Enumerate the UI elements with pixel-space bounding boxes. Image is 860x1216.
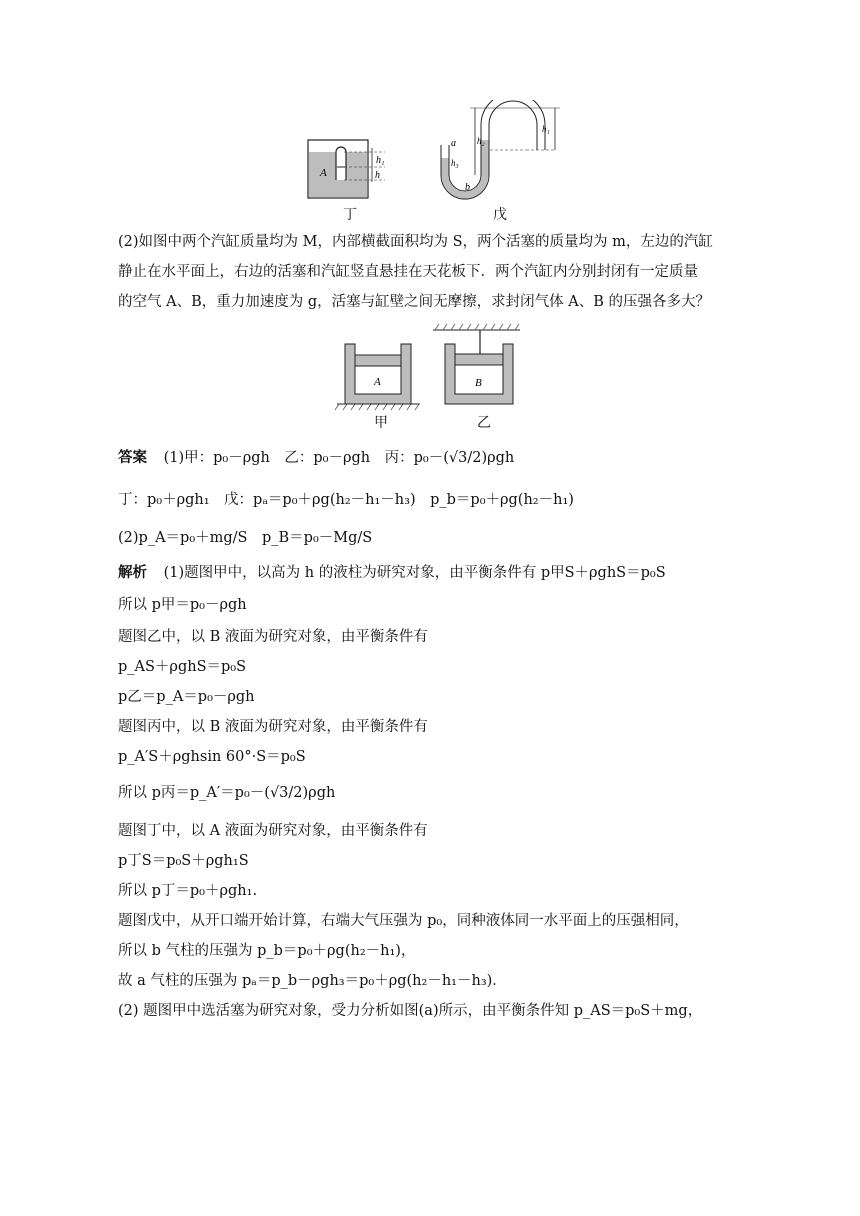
label-b: b — [465, 182, 470, 193]
answer-line-3: (2)p_A＝p₀＋mg/S p_B＝p₀－Mg/S — [118, 530, 373, 546]
analysis-line: 题图乙中，以 B 液面为研究对象，由平衡条件有 — [118, 629, 428, 645]
analysis-line-1: 解析 (1)题图甲中，以高为 h 的液柱为研究对象，由平衡条件有 p甲S＋ρghS＝p₀S — [118, 564, 666, 581]
figure-wu — [430, 100, 570, 210]
analysis-line: p乙＝p_A＝p₀－ρgh — [118, 689, 255, 705]
problem-line-2: 静止在水平面上，右边的活塞和汽缸竖直悬挂在天花板下．两个汽缸内分别封闭有一定质量 — [118, 264, 698, 280]
answer-line-2: 丁：p₀＋ρgh₁ 戊：pₐ＝p₀＋ρg(h₂－h₁－h₃) p_b＝p₀＋ρg(h₂－h₁) — [118, 492, 574, 508]
label-h1: h₁ — [542, 124, 550, 134]
caption-jia: 甲 — [374, 415, 388, 431]
analysis-line: p丁S＝p₀S＋ρgh₁S — [118, 853, 249, 869]
caption-ding: 丁 — [343, 207, 357, 223]
answer-label: 答案 — [118, 449, 147, 466]
label-B: B — [475, 377, 482, 389]
label-h2: h₂ — [477, 136, 485, 146]
analysis-line: 所以 p丙＝p_A′＝p₀－(√3/2)ρgh — [118, 785, 336, 801]
problem-line-1: (2)如图中两个汽缸质量均为 M，内部横截面积均为 S，两个活塞的质量均为 m，左边的汽缸 — [118, 234, 713, 250]
caption-wu: 戊 — [493, 207, 507, 223]
analysis-line: 故 a 气柱的压强为 pₐ＝p_b－ρgh₃＝p₀＋ρg(h₂－h₁－h₃)． — [118, 973, 507, 989]
answer-part1: (1)甲：p₀－ρgh 乙：p₀－ρgh 丙：p₀－(√3/2)ρgh — [163, 450, 515, 466]
analysis-line: 题图戊中，从开口端开始计算，右端大气压强为 p₀，同种液体同一水平面上的压强相同， — [118, 913, 689, 929]
analysis-line: 题图丁中，以 A 液面为研究对象，由平衡条件有 — [118, 823, 428, 839]
analysis-line: (2) 题图甲中选活塞为研究对象，受力分析如图(a)所示，由平衡条件知 p_AS＝p₀S＋mg， — [118, 1003, 703, 1019]
label-A: A — [374, 376, 381, 388]
analysis-line: p_A′S＋ρghsin 60°·S＝p₀S — [118, 749, 306, 765]
analysis-label: 解析 — [118, 564, 147, 581]
caption-yi: 乙 — [477, 415, 491, 431]
analysis-line: 所以 p甲＝p₀－ρgh — [118, 597, 247, 613]
label-h: h — [375, 170, 380, 181]
analysis-line: 所以 p丁＝p₀＋ρgh₁. — [118, 883, 258, 899]
label-h1: h₁ — [376, 155, 385, 166]
analysis-line: p_AS＋ρghS＝p₀S — [118, 659, 247, 675]
label-A: A — [320, 167, 327, 179]
analysis-line: 题图丙中，以 B 液面为研究对象，由平衡条件有 — [118, 719, 428, 735]
label-a: a — [451, 138, 456, 149]
answer-line-1 — [118, 448, 514, 468]
analysis-line: 所以 b 气柱的压强为 p_b＝p₀＋ρg(h₂－h₁)， — [118, 943, 416, 959]
problem-line-3: 的空气 A、B，重力加速度为 g，活塞与缸壁之间无摩擦，求封闭气体 A、B 的压强各多大？ — [118, 294, 710, 310]
figure-cylinders — [335, 322, 535, 412]
label-h3: h₃ — [451, 158, 459, 168]
